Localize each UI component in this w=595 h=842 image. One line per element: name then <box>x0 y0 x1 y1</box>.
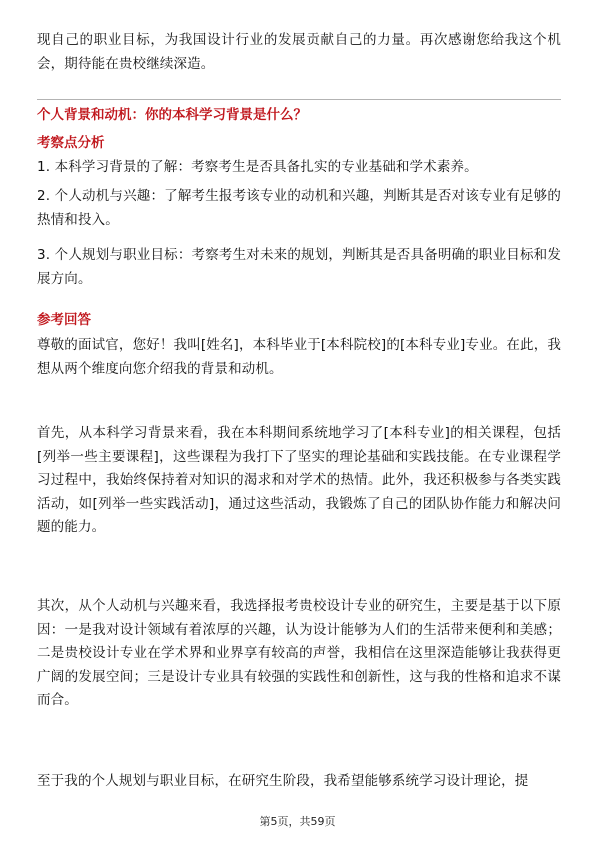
answer-paragraph: 其次，从个人动机与兴趣来看，我选择报考贵校设计专业的研究生，主要是基于以下原因：一是我对设计领域有着浓厚的兴趣，认为设计能够为人们的生活带来便利和美感；二是贵校设计专业在学术界和业界享有较高的声誉，我相信在这里深造能够让我获得更广阔的发展空间；三是设计专业具有较强的实践性和创新性，这与我的性格和追求不谋而合。 <box>37 598 561 709</box>
analysis-heading: 考察点分析 <box>37 135 105 151</box>
answer-heading: 参考回答 <box>37 312 91 328</box>
section-divider <box>37 99 561 100</box>
answer-paragraph: 尊敬的面试官，您好！我叫[姓名]，本科毕业于[本科院校]的[本科专业]专业。在此，我想从两个维度向您介绍我的背景和动机。 <box>37 337 561 377</box>
analysis-item: 3. 个人规划与职业目标：考察考生对未来的规划，判断其是否具备明确的职业目标和发展方向。 <box>37 247 561 287</box>
analysis-item: 2. 个人动机与兴趣：了解考生报考该专业的动机和兴趣，判断其是否对该专业有足够的热情和投入。 <box>37 188 561 228</box>
answer-paragraph: 首先，从本科学习背景来看，我在本科期间系统地学习了[本科专业]的相关课程，包括[列举一些主要课程]，这些课程为我打下了坚实的理论基础和实践技能。在专业课程学习过程中，我始终保持着对知识的渴求和对学术的热情。此外，我还积极参与各类实践活动，如[列举一些实践活动]，通过这些活动，我锻炼了自己的团队协作能力和解决问题的能力。 <box>37 425 561 536</box>
answer-paragraph: 至于我的个人规划与职业目标，在研究生阶段，我希望能够系统学习设计理论，提 <box>37 773 529 789</box>
page-number-footer: 第5页，共59页 <box>259 815 336 828</box>
continuation-paragraph: 现自己的职业目标，为我国设计行业的发展贡献自己的力量。再次感谢您给我这个机会，期待能在贵校继续深造。 <box>37 32 561 72</box>
analysis-item: 1. 本科学习背景的了解：考察考生是否具备扎实的专业基础和学术素养。 <box>37 159 478 175</box>
question-title: 个人背景和动机：你的本科学习背景是什么？ <box>37 107 307 123</box>
